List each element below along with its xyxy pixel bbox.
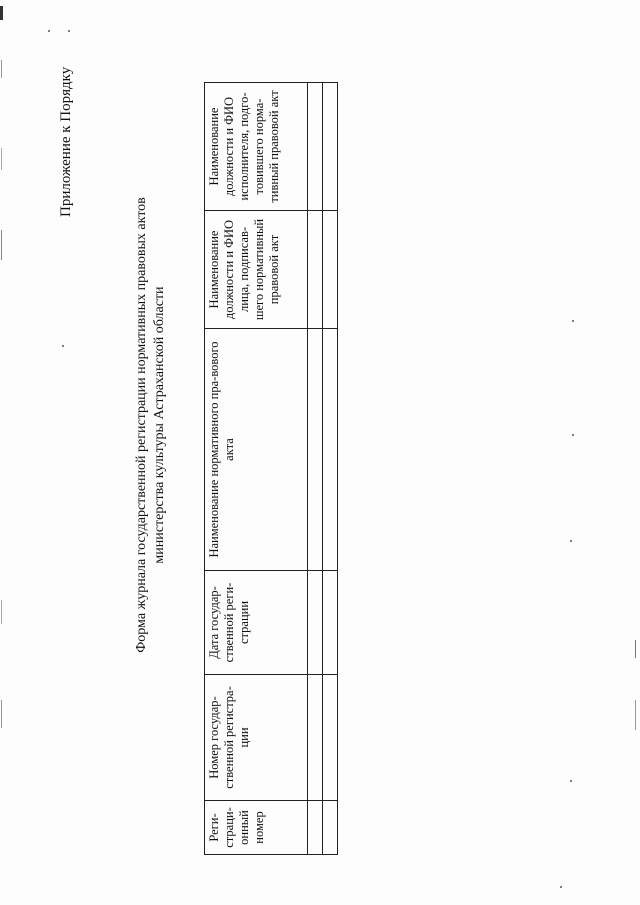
table-cell: [323, 83, 338, 211]
registration-journal-table: [204, 82, 338, 855]
table-cell: [323, 571, 338, 675]
table-cell: [308, 211, 323, 329]
header-state-registration-number: Номер государ-ственной регистра-ции: [205, 675, 308, 801]
table-cell: [323, 329, 338, 571]
table-cell: [323, 675, 338, 801]
document-title: [133, 175, 169, 675]
table-cell: [308, 675, 323, 801]
header-registration-number: Реги-страци-онный номер: [205, 801, 308, 855]
table-cell: [308, 801, 323, 855]
appendix-label: Приложение к Порядку: [58, 66, 74, 217]
table-cell: [308, 83, 323, 211]
table-cell: [308, 329, 323, 571]
header-state-registration-date: Дата государ-ственной реги-страции: [205, 571, 308, 675]
title-line-1: Форма журнала государственной регистрации нормативных правовых актов: [134, 197, 149, 653]
title-line-2: министерства культуры Астраханской области: [152, 286, 167, 564]
table-cell: [323, 211, 338, 329]
table-header-row: [205, 83, 308, 855]
header-signer: Наименование должности и ФИО лица, подписав-шего нормативный правовой акт: [205, 211, 308, 329]
table-cell: [323, 801, 338, 855]
table-row: [323, 83, 338, 855]
table-cell: [308, 571, 323, 675]
header-executor: Наименование должности и ФИО исполнителя, подго-товившего норма-тивный правовой акт: [205, 83, 308, 211]
header-act-name: Наименование нормативного пра-вового акта: [205, 329, 308, 571]
table-row: [308, 83, 323, 855]
